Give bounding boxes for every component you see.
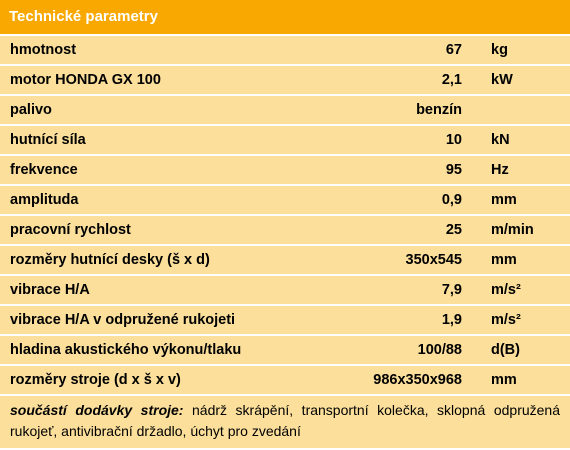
param-unit: mm <box>491 252 517 268</box>
param-row-motor <box>0 66 570 94</box>
param-unit: kW <box>491 72 513 88</box>
param-label: rozměry hutnící desky (š x d) <box>10 252 210 268</box>
param-value: 25 <box>445 222 462 238</box>
param-row-hmotnost <box>0 36 570 64</box>
param-unit: m/s² <box>491 282 521 298</box>
param-value: 0,9 <box>441 192 462 208</box>
param-value: 67 <box>445 42 462 58</box>
param-value: 1,9 <box>441 312 462 328</box>
param-unit: mm <box>491 192 517 208</box>
param-label: hutnící síla <box>10 132 86 148</box>
param-label: hladina akustického výkonu/tlaku <box>10 342 242 358</box>
param-unit: m/min <box>491 222 534 238</box>
param-row-amplituda <box>0 186 570 214</box>
param-label: frekvence <box>10 162 78 178</box>
delivery-text: nádrž skrápění, transportní kolečka, sklopná odpružená rukojeť, antivibrační držadlo, úchyt pro zvedání <box>10 402 560 439</box>
param-value: 95 <box>445 162 462 178</box>
param-unit: d(B) <box>491 342 520 358</box>
param-unit: Hz <box>491 162 509 178</box>
param-row-hutnici-sila <box>0 126 570 154</box>
param-unit: kg <box>491 42 508 58</box>
param-row-vibrace-rukojet <box>0 306 570 334</box>
param-unit: mm <box>491 372 517 388</box>
param-value: benzín <box>416 102 462 118</box>
param-value: 7,9 <box>441 282 462 298</box>
delivery-contents <box>0 396 570 448</box>
param-label: rozměry stroje (d x š x v) <box>10 372 181 388</box>
param-label: vibrace H/A v odpružené rukojeti <box>10 312 236 328</box>
param-row-palivo <box>0 96 570 124</box>
param-row-vibrace <box>0 276 570 304</box>
table-title: Technické parametry <box>9 8 158 25</box>
param-label: hmotnost <box>10 42 77 58</box>
param-label: pracovní rychlost <box>10 222 131 238</box>
param-label: vibrace H/A <box>10 282 90 298</box>
param-row-rozmery-stroje <box>0 366 570 394</box>
param-value: 350x545 <box>405 252 462 268</box>
param-label: palivo <box>10 102 52 118</box>
param-unit: m/s² <box>491 312 521 328</box>
param-value: 10 <box>445 132 462 148</box>
param-value: 100/88 <box>417 342 462 358</box>
param-unit: kN <box>491 132 510 148</box>
param-label: motor HONDA GX 100 <box>10 72 161 88</box>
param-value: 2,1 <box>441 72 462 88</box>
param-row-hladina-akusticka <box>0 336 570 364</box>
delivery-lead: součástí dodávky stroje: <box>10 402 184 418</box>
param-row-rozmery-desky <box>0 246 570 274</box>
param-row-pracovni-rychlost <box>0 216 570 244</box>
param-value: 986x350x968 <box>373 372 462 388</box>
param-rows <box>0 36 570 394</box>
param-label: amplituda <box>10 192 79 208</box>
table-header <box>0 0 570 34</box>
param-row-frekvence <box>0 156 570 184</box>
